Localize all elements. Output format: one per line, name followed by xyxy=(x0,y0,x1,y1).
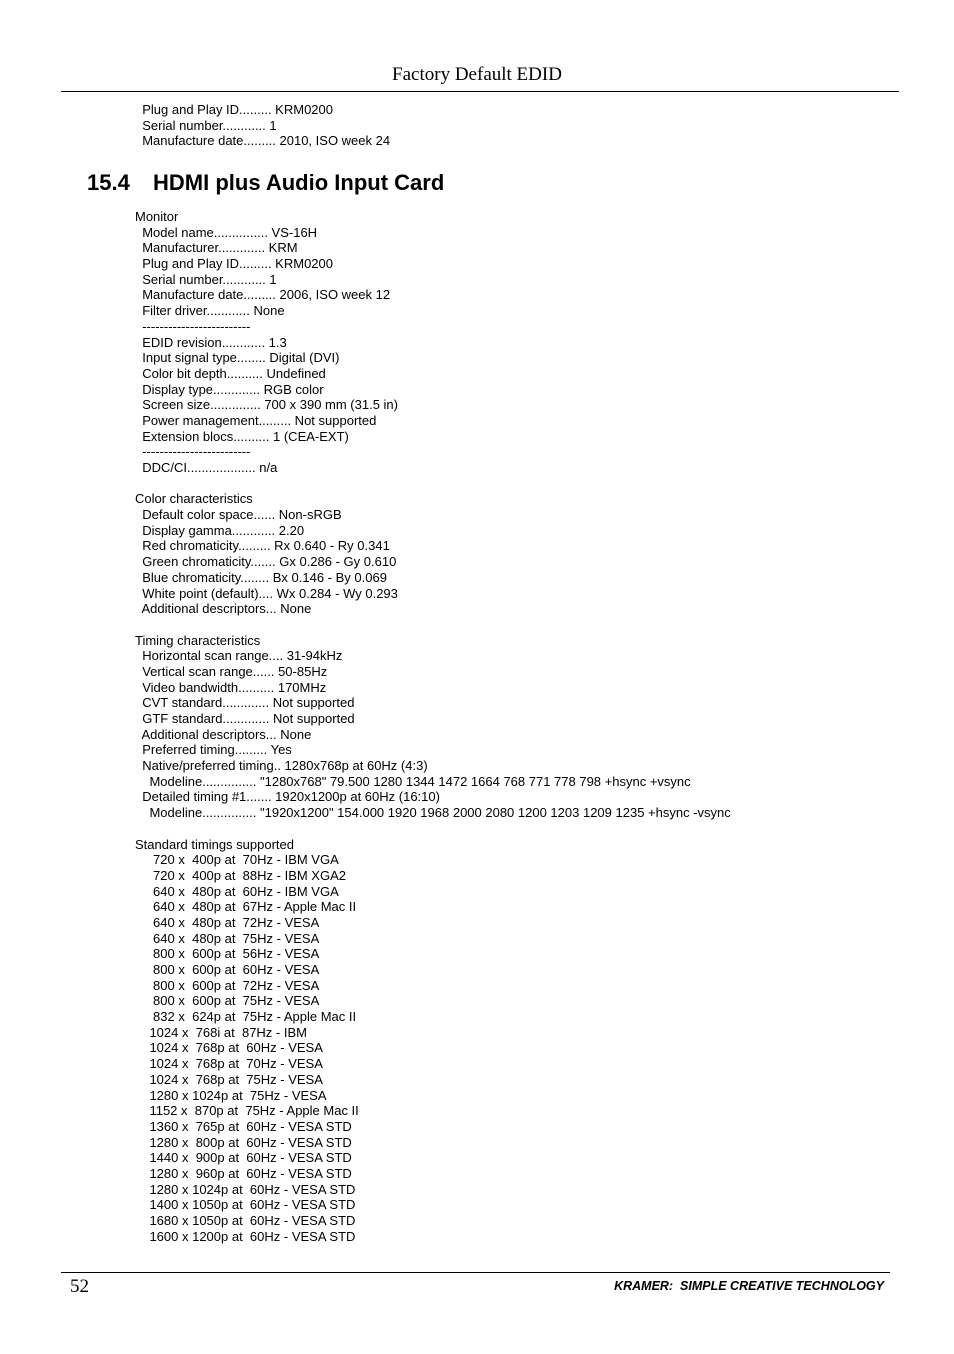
edid-line: Additional descriptors... None xyxy=(135,726,312,742)
edid-line: 720 x 400p at 70Hz - IBM VGA xyxy=(135,852,339,868)
edid-line: Detailed timing #1....... 1920x1200p at 60Hz (16:10) xyxy=(135,789,440,805)
edid-line: Power management......... Not supported xyxy=(135,412,377,428)
edid-line: 1024 x 768i at 87Hz - IBM xyxy=(135,1024,307,1040)
edid-line: Vertical scan range...... 50-85Hz xyxy=(135,663,328,679)
edid-line: 1400 x 1050p at 60Hz - VESA STD xyxy=(135,1197,356,1213)
edid-line: Plug and Play ID......... KRM0200 xyxy=(135,102,333,117)
edid-line: ------------------------- xyxy=(135,444,251,460)
footer-rule xyxy=(61,1272,890,1273)
edid-line: Input signal type........ Digital (DVI) xyxy=(135,350,340,366)
edid-top-lines xyxy=(135,102,390,149)
edid-line: Blue chromaticity........ Bx 0.146 - By 0.069 xyxy=(135,569,387,585)
edid-line: 640 x 480p at 60Hz - IBM VGA xyxy=(135,883,339,899)
edid-line: 1024 x 768p at 60Hz - VESA xyxy=(135,1040,323,1056)
edid-line: 720 x 400p at 88Hz - IBM XGA2 xyxy=(135,867,346,883)
edid-line: White point (default).... Wx 0.284 - Wy 0.293 xyxy=(135,585,398,601)
header-rule xyxy=(61,91,899,92)
edid-line: 832 x 624p at 75Hz - Apple Mac II xyxy=(135,1009,357,1025)
edid-line: Model name............... VS-16H xyxy=(135,224,318,240)
edid-line: 1024 x 768p at 70Hz - VESA xyxy=(135,1056,323,1072)
edid-line: ------------------------- xyxy=(135,318,251,334)
edid-line: Red chromaticity......... Rx 0.640 - Ry 0.341 xyxy=(135,538,390,554)
edid-line: 1024 x 768p at 75Hz - VESA xyxy=(135,1071,323,1087)
edid-line: Default color space...... Non-sRGB xyxy=(135,507,342,523)
edid-line: Screen size.............. 700 x 390 mm (31.5 in) xyxy=(135,397,398,413)
edid-line: 1360 x 765p at 60Hz - VESA STD xyxy=(135,1118,352,1134)
edid-line: Manufacture date......... 2006, ISO week 12 xyxy=(135,287,391,303)
edid-line: CVT standard............. Not supported xyxy=(135,695,355,711)
edid-line: Native/preferred timing.. 1280x768p at 60Hz (4:3) xyxy=(135,758,428,774)
edid-line: Filter driver............ None xyxy=(135,303,285,319)
edid-line: Color characteristics xyxy=(135,491,253,507)
edid-line: 1600 x 1200p at 60Hz - VESA STD xyxy=(135,1228,356,1244)
edid-line: Serial number............ 1 xyxy=(135,271,277,287)
edid-line xyxy=(135,821,731,837)
edid-line: Monitor xyxy=(135,209,179,224)
edid-line: Display gamma............ 2.20 xyxy=(135,522,305,538)
edid-line: 1280 x 960p at 60Hz - VESA STD xyxy=(135,1165,352,1181)
edid-line: Standard timings supported xyxy=(135,836,294,852)
edid-line: Horizontal scan range.... 31-94kHz xyxy=(135,648,343,664)
edid-line: Preferred timing......... Yes xyxy=(135,742,292,758)
edid-line: Serial number............ 1 xyxy=(135,117,277,133)
edid-line: Modeline............... "1280x768" 79.500 1280 1344 1472 1664 768 771 778 798 +hsync +vsync xyxy=(135,773,691,789)
edid-line: 1280 x 800p at 60Hz - VESA STD xyxy=(135,1134,352,1150)
edid-line: Plug and Play ID......... KRM0200 xyxy=(135,256,333,272)
edid-line: 640 x 480p at 67Hz - Apple Mac II xyxy=(135,899,357,915)
section-number: 15.4 xyxy=(87,170,130,195)
edid-line: Timing characteristics xyxy=(135,632,261,648)
edid-line: 1440 x 900p at 60Hz - VESA STD xyxy=(135,1150,352,1166)
edid-line: Display type............. RGB color xyxy=(135,381,324,397)
edid-line: Video bandwidth.......... 170MHz xyxy=(135,679,327,695)
edid-line: Manufacturer............. KRM xyxy=(135,240,298,256)
edid-line: Green chromaticity....... Gx 0.286 - Gy 0.610 xyxy=(135,554,397,570)
edid-line: DDC/CI................... n/a xyxy=(135,460,278,475)
section-title: HDMI plus Audio Input Card xyxy=(153,170,445,195)
edid-line: 800 x 600p at 60Hz - VESA xyxy=(135,962,320,977)
edid-line xyxy=(135,617,731,633)
edid-line: 800 x 600p at 72Hz - VESA xyxy=(135,977,320,993)
edid-line: Modeline............... "1920x1200" 154.000 1920 1968 2000 2080 1200 1203 1209 1235 +hsync -vsync xyxy=(135,805,731,821)
running-header: Factory Default EDID xyxy=(392,64,562,85)
edid-line: Color bit depth.......... Undefined xyxy=(135,365,326,381)
edid-line: 800 x 600p at 75Hz - VESA xyxy=(135,993,320,1009)
page-number: 52 xyxy=(70,1276,89,1297)
footer-brand: KRAMER: SIMPLE CREATIVE TECHNOLOGY xyxy=(614,1279,884,1293)
edid-line: EDID revision............ 1.3 xyxy=(135,334,287,350)
edid-line: Manufacture date......... 2010, ISO week 24 xyxy=(135,133,391,149)
edid-line: 640 x 480p at 72Hz - VESA xyxy=(135,914,320,930)
edid-line: 1280 x 1024p at 60Hz - VESA STD xyxy=(135,1181,356,1197)
edid-line: Extension blocs.......... 1 (CEA-EXT) xyxy=(135,428,349,444)
edid-line: 640 x 480p at 75Hz - VESA xyxy=(135,930,320,946)
edid-line: 800 x 600p at 56Hz - VESA xyxy=(135,946,320,962)
section-heading xyxy=(87,170,444,196)
edid-line: GTF standard............. Not supported xyxy=(135,711,355,726)
edid-line: 1152 x 870p at 75Hz - Apple Mac II xyxy=(135,1103,359,1119)
edid-line: 1680 x 1050p at 60Hz - VESA STD xyxy=(135,1213,356,1228)
edid-line: Additional descriptors... None xyxy=(135,601,312,617)
edid-body-lines xyxy=(135,209,731,1244)
edid-line: 1280 x 1024p at 75Hz - VESA xyxy=(135,1087,327,1103)
edid-line xyxy=(135,476,731,492)
